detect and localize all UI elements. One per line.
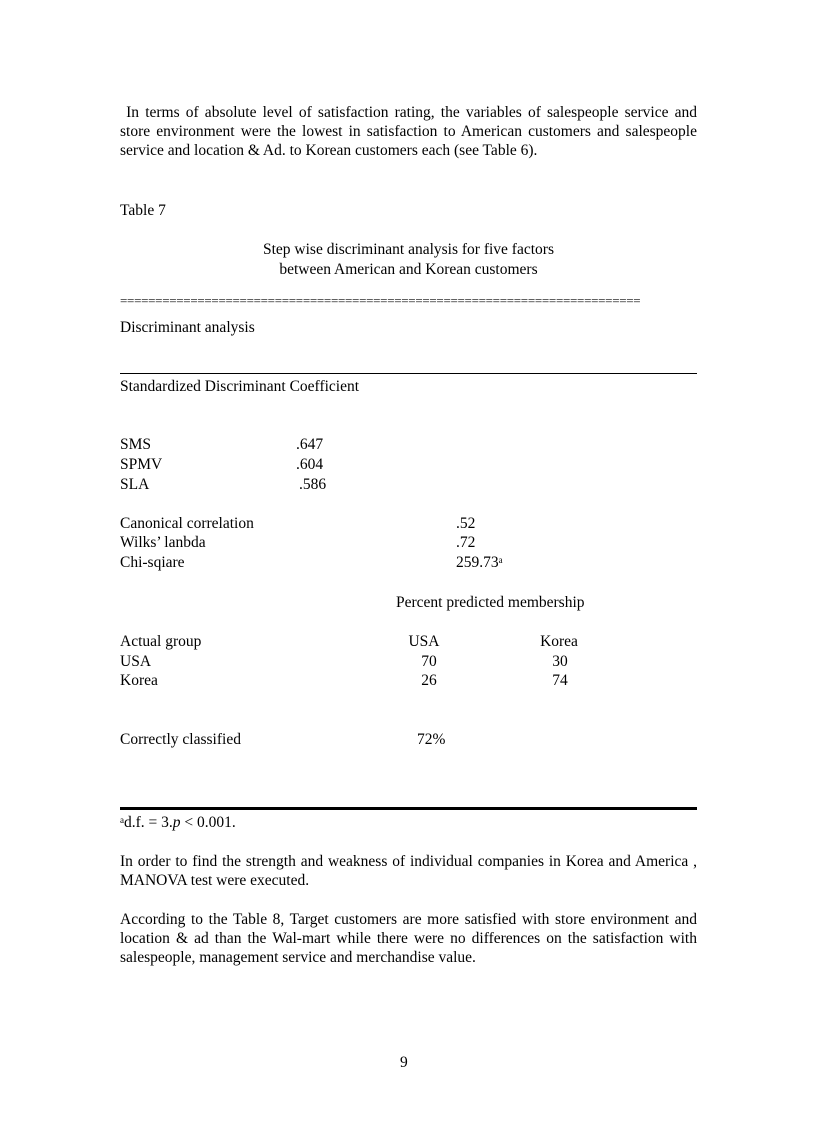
classified-value: 72% <box>417 731 446 748</box>
coef-value-sms: .647 <box>296 436 324 453</box>
table-title-line1: Step wise discriminant analysis for five factors <box>263 241 554 258</box>
group-header-korea: Korea <box>540 633 578 650</box>
coef-name-spmv: SPMV <box>120 456 163 473</box>
page-number: 9 <box>400 1054 408 1071</box>
membership-heading: Percent predicted membership <box>396 594 585 611</box>
underline-rule <box>120 373 697 374</box>
group-row-korea-col2: 74 <box>552 672 568 689</box>
coef-heading: Standardized Discriminant Coefficient <box>120 378 360 395</box>
paragraph-manova: In order to find the strength and weakness of individual companies in Korea and America , MANOVA test were executed. <box>120 853 697 889</box>
group-row-usa-label: USA <box>120 653 152 670</box>
coef-value-spmv: .604 <box>296 456 324 473</box>
group-row-usa-col2: 30 <box>552 653 568 670</box>
stat-name-wilks: Wilks’ lanbda <box>120 534 206 551</box>
stat-name-chisq: Chi-sqiare <box>120 554 185 571</box>
group-row-usa-col1: 70 <box>421 653 437 670</box>
table-footnote: $^a$d.f. = 3.p < 0.001. <box>120 814 236 831</box>
classified-label: Correctly classified <box>120 731 241 748</box>
coef-name-sla: SLA <box>120 476 150 493</box>
paragraph-table8: According to the Table 8, Target customers are more satisfied with store environment and location & ad than the Wal-mart while there were no differences on the satisfaction with salespeople, management service and merchandise value. <box>120 911 697 966</box>
table-bottom-rule <box>120 807 697 810</box>
double-rule: ========================================================================== <box>120 294 641 308</box>
stat-value-wilks: .72 <box>456 534 476 551</box>
stat-value-canonical: .52 <box>456 515 476 532</box>
intro-paragraph: In terms of absolute level of satisfaction rating, the variables of salespeople service and store environment were the lowest in satisfaction to American customers and salespeople service and location & Ad. to Korean customers each (see Table 6). <box>120 104 697 159</box>
stat-value-chisq: 259.73$^a$ <box>456 554 503 571</box>
table-label: Table 7 <box>120 202 166 219</box>
coef-value-sla: .586 <box>299 476 327 493</box>
group-header-usa: USA <box>408 633 440 650</box>
table-title-line2: between American and Korean customers <box>279 261 538 278</box>
section-heading: Discriminant analysis <box>120 319 255 336</box>
coef-name-sms: SMS <box>120 436 152 453</box>
chisq-footnote-marker: a <box>498 555 503 565</box>
group-row-korea-label: Korea <box>120 672 158 689</box>
group-row-korea-col1: 26 <box>421 672 437 689</box>
footnote-marker: a <box>120 815 124 825</box>
group-header-label: Actual group <box>120 633 202 650</box>
stat-name-canonical: Canonical correlation <box>120 515 254 532</box>
